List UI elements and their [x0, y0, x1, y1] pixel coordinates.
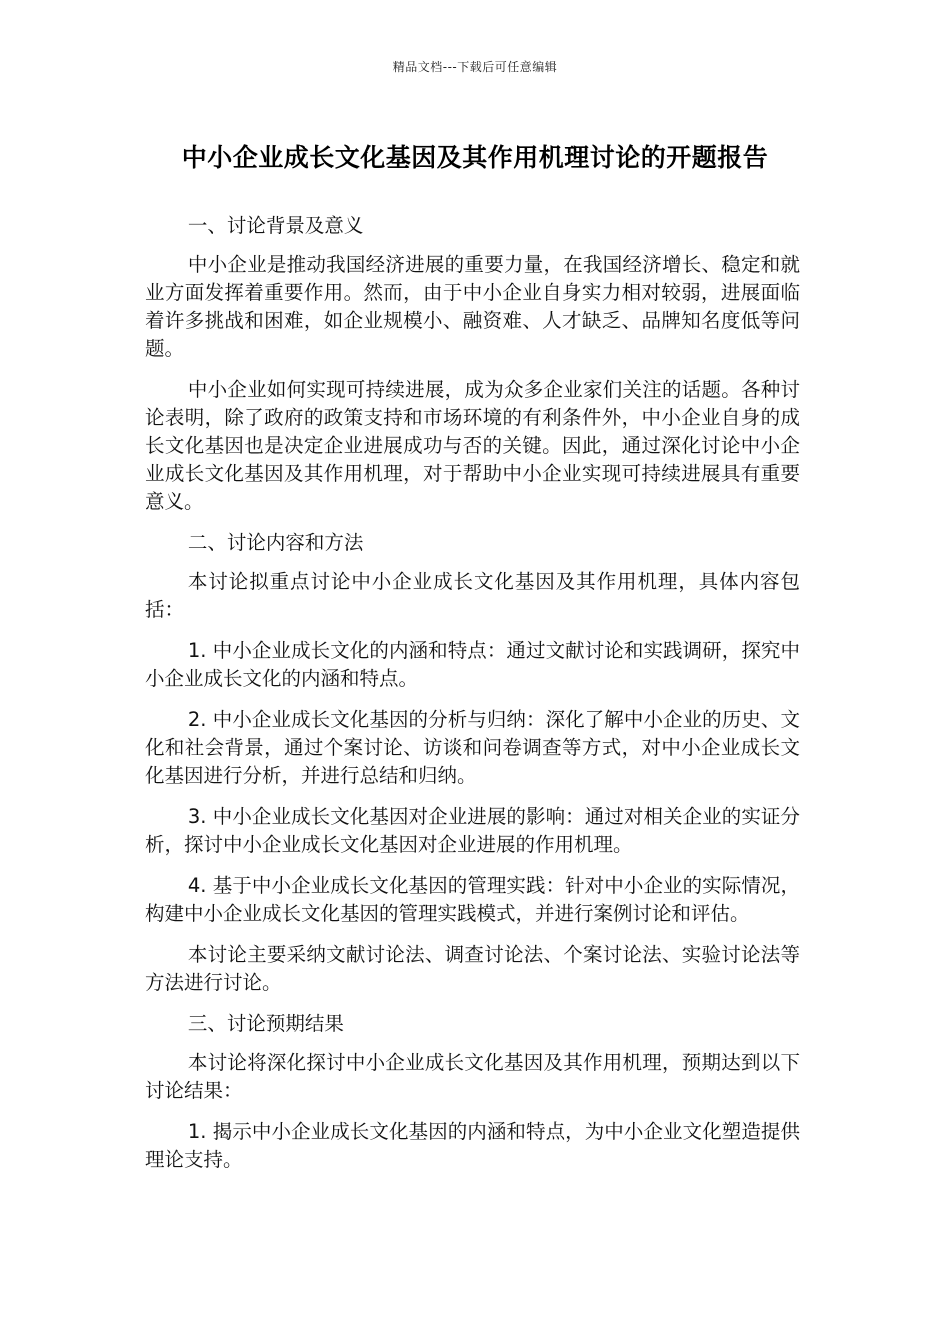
- paragraph: 本讨论将深化探讨中小企业成长文化基因及其作用机理，预期达到以下讨论结果：: [145, 1051, 800, 1102]
- list-item: 1. 中小企业成长文化的内涵和特点：通过文献讨论和实践调研，探究中小企业成长文化的内涵和特点。: [145, 639, 800, 690]
- document-title: 中小企业成长文化基因及其作用机理讨论的开题报告: [181, 143, 769, 172]
- paragraph: 中小企业是推动我国经济进展的重要力量，在我国经济增长、稳定和就业方面发挥着重要作用。然而，由于中小企业自身实力相对较弱，进展面临着许多挑战和困难，如企业规模小、融资难、人才缺乏、品牌知名度低等问题。: [145, 253, 800, 360]
- header-note: 精品文档---下载后可任意编辑: [392, 60, 558, 74]
- section-heading-expected-results: 三、讨论预期结果: [187, 1012, 344, 1035]
- list-item: 3. 中小企业成长文化基因对企业进展的影响：通过对相关企业的实证分析，探讨中小企业成长文化基因对企业进展的作用机理。: [145, 805, 800, 856]
- paragraph: 本讨论拟重点讨论中小企业成长文化基因及其作用机理，具体内容包括：: [145, 570, 800, 621]
- list-item: 4. 基于中小企业成长文化基因的管理实践：针对中小企业的实际情况，构建中小企业成长文化基因的管理实践模式，并进行案例讨论和评估。: [145, 874, 800, 925]
- list-item: 2. 中小企业成长文化基因的分析与归纳：深化了解中小企业的历史、文化和社会背景，通过个案讨论、访谈和问卷调查等方式，对中小企业成长文化基因进行分析，并进行总结和归纳。: [145, 708, 800, 787]
- list-item: 1. 揭示中小企业成长文化基因的内涵和特点，为中小企业文化塑造提供理论支持。: [145, 1120, 800, 1171]
- paragraph: 本讨论主要采纳文献讨论法、调查讨论法、个案讨论法、实验讨论法等方法进行讨论。: [145, 943, 800, 994]
- section-heading-background: 一、讨论背景及意义: [187, 214, 364, 237]
- paragraph: 中小企业如何实现可持续进展，成为众多企业家们关注的话题。各种讨论表明，除了政府的政策支持和市场环境的有利条件外，中小企业自身的成长文化基因也是决定企业进展成功与否的关键。因此，通过深化讨论中小企业成长文化基因及其作用机理，对于帮助中小企业实现可持续进展具有重要意义。: [145, 378, 800, 513]
- document-body: [145, 212, 800, 1187]
- section-heading-content-methods: 二、讨论内容和方法: [187, 531, 364, 554]
